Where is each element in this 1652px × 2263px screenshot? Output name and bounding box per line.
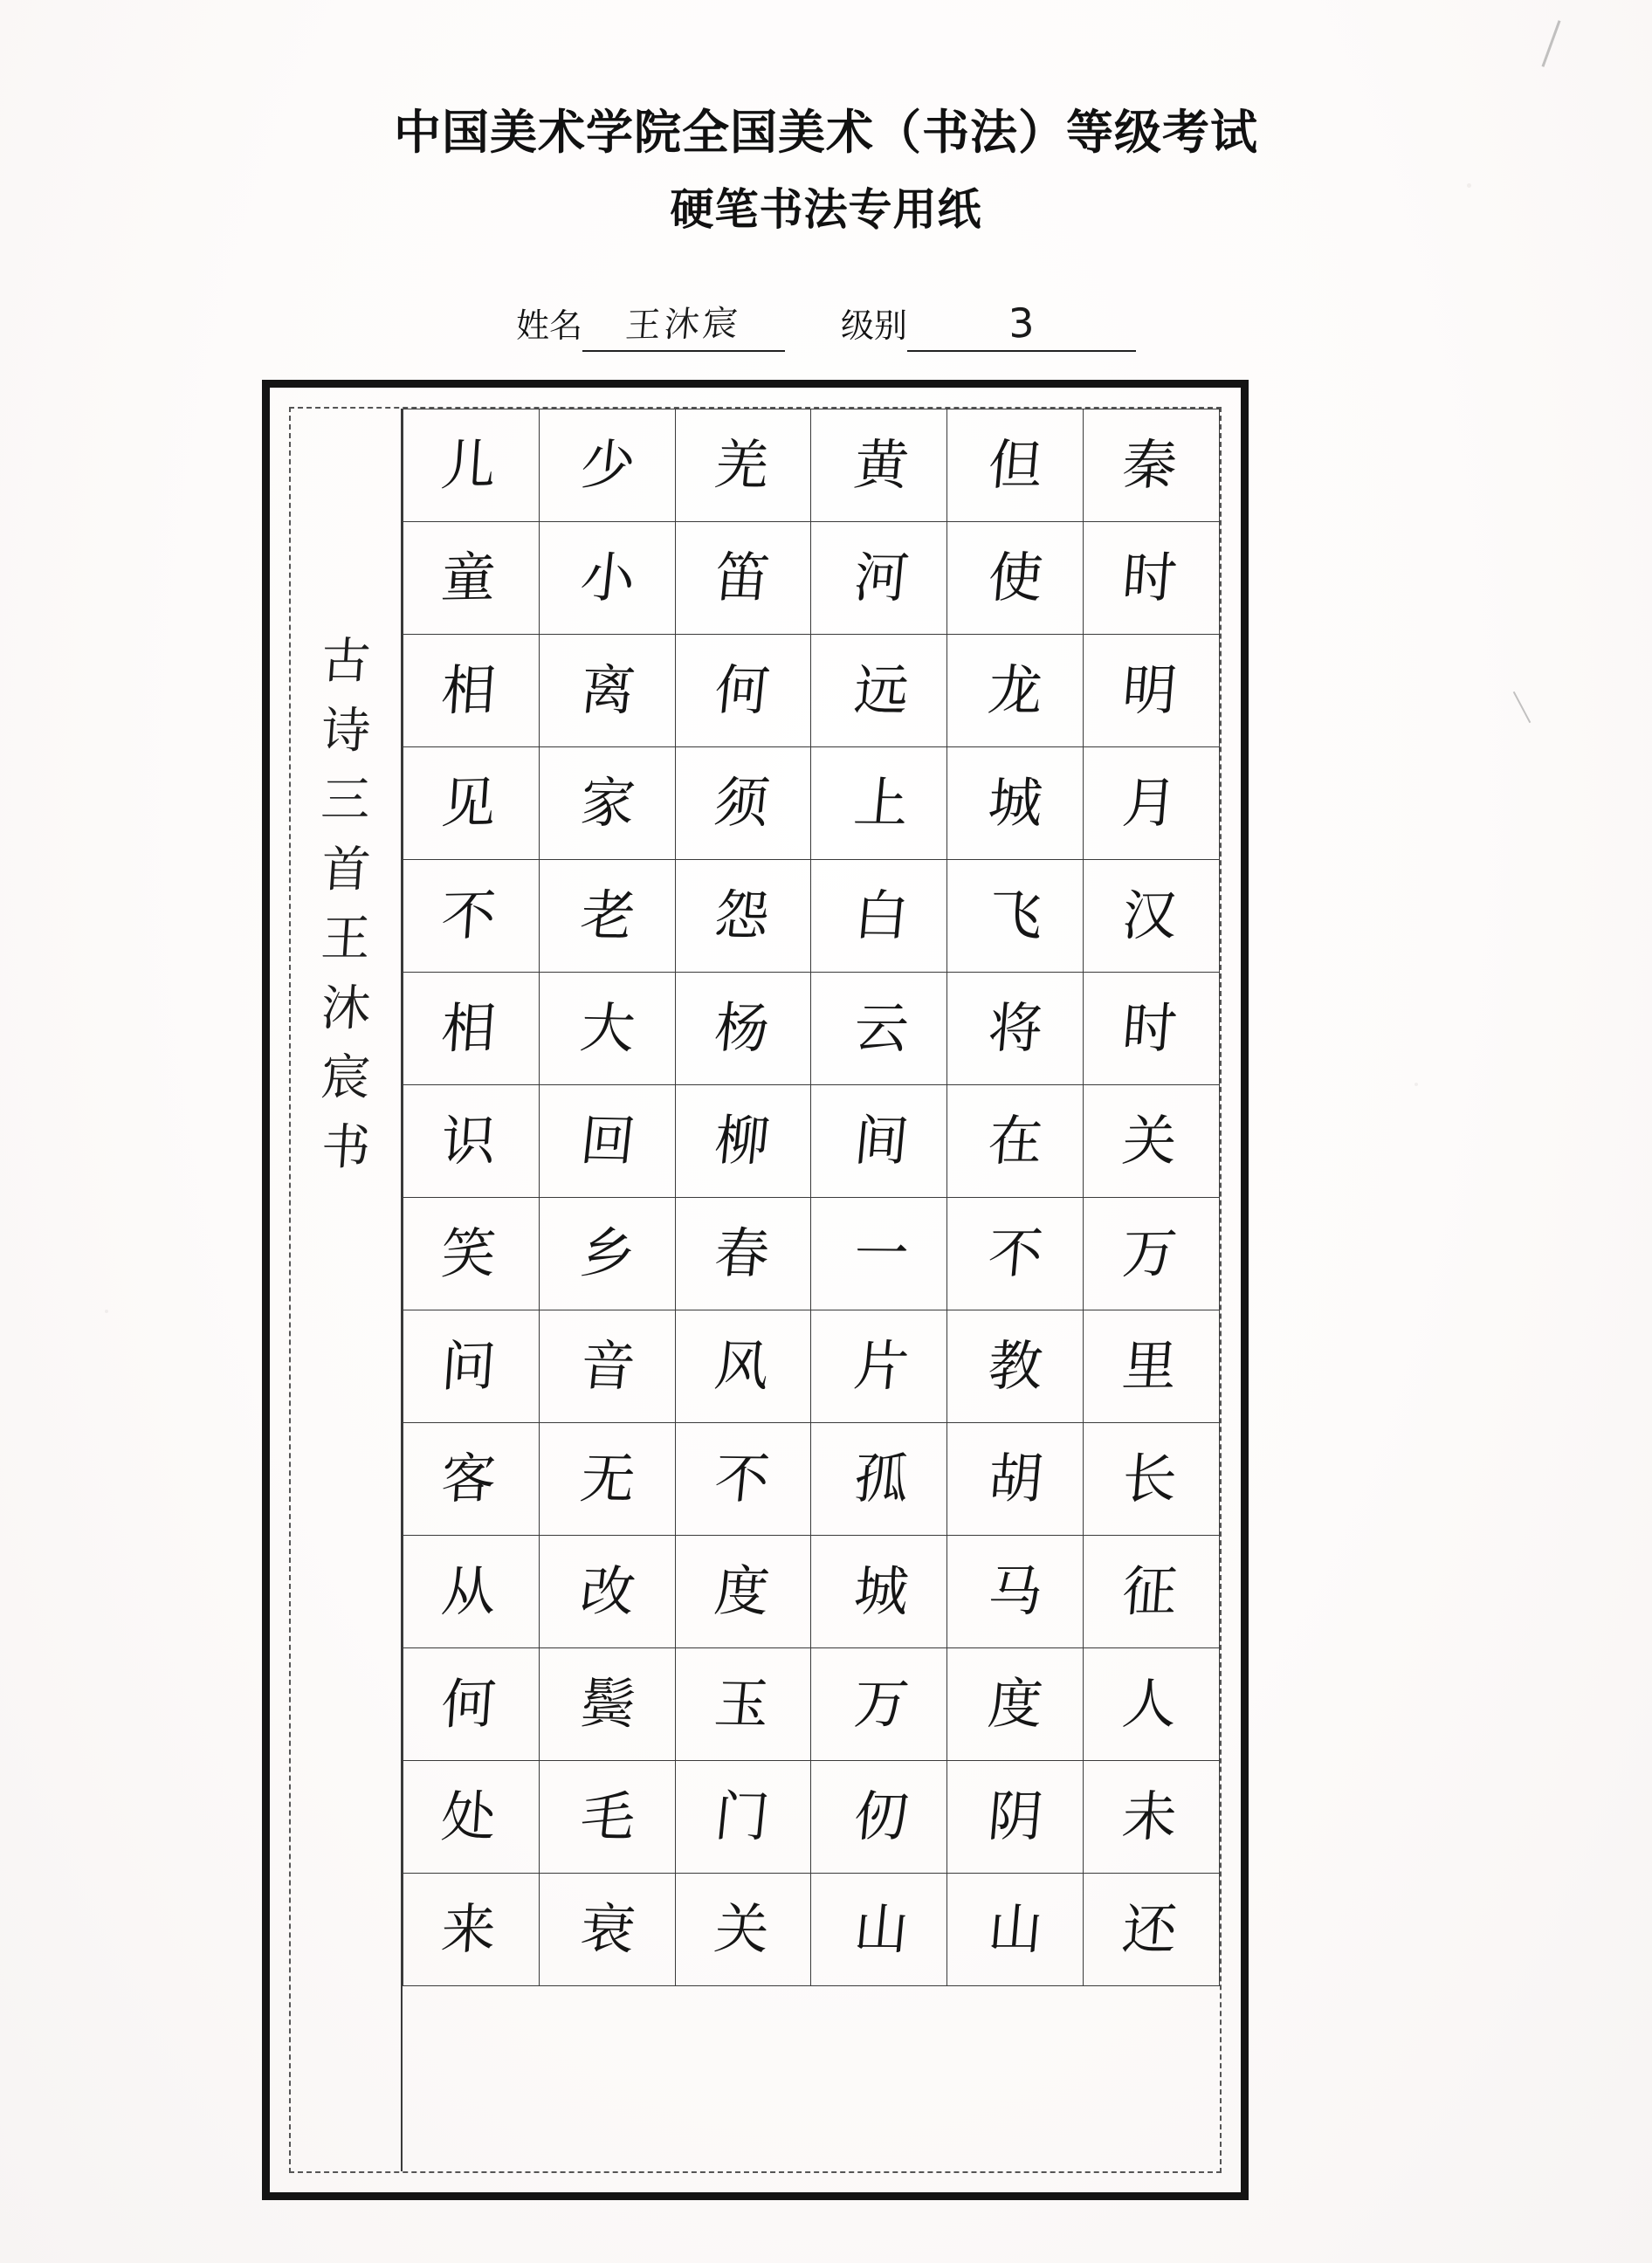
grid-cell[interactable]	[675, 973, 811, 1085]
grid-cell[interactable]	[947, 1648, 1084, 1761]
grid-cell-char: 怨	[712, 883, 773, 948]
grid-cell-char: 秦	[1119, 432, 1180, 498]
grid-cell[interactable]	[811, 1085, 947, 1198]
grid-cell[interactable]	[947, 1423, 1084, 1536]
grid-cell[interactable]	[1084, 1648, 1220, 1761]
title-column-char: 沐	[319, 980, 373, 1037]
grid-cell[interactable]	[539, 747, 675, 860]
grid-cell-char: 飞	[985, 884, 1045, 947]
grid-cell-char: 乡	[577, 1221, 639, 1286]
grid-cell-char: 片	[850, 1333, 912, 1399]
grid-cell[interactable]	[403, 1310, 540, 1423]
grid-cell[interactable]	[1084, 635, 1220, 747]
grid-cell-char: 不	[985, 1221, 1045, 1285]
grid-cell-char: 相	[439, 995, 499, 1061]
grid-cell-char: 教	[985, 1334, 1045, 1398]
grid-cell-char: 时	[1119, 545, 1180, 610]
grid-row	[403, 860, 1220, 973]
grid-cell[interactable]	[1084, 860, 1220, 973]
grid-cell[interactable]	[811, 1198, 947, 1310]
grid-cell[interactable]	[947, 635, 1084, 747]
grid-cell-char: 人	[1119, 1671, 1180, 1737]
title-column-char: 三	[319, 772, 373, 829]
title-column-char: 古	[319, 633, 373, 690]
grid-cell-char: 少	[577, 432, 639, 498]
grid-cell-char: 羌	[712, 432, 773, 498]
grid-cell-char: 杨	[712, 995, 773, 1061]
grid-cell[interactable]	[675, 1874, 811, 1986]
grid-cell[interactable]	[539, 1761, 675, 1874]
grid-row	[403, 1536, 1220, 1648]
grid-cell[interactable]	[947, 522, 1084, 635]
grid-cell[interactable]	[811, 1423, 947, 1536]
grid-cell-char: 大	[577, 995, 639, 1061]
grid-cell[interactable]	[947, 1761, 1084, 1874]
grid-cell[interactable]	[675, 409, 811, 522]
grid-cell-char: 上	[850, 770, 912, 836]
grid-cell-char: 离	[577, 657, 639, 723]
grid-cell-char: 识	[439, 1108, 499, 1173]
grid-cell-char: 家	[577, 770, 639, 836]
level-field-input[interactable]	[907, 299, 1136, 352]
grid-cell-char: 明	[1119, 657, 1180, 723]
grid-cell[interactable]	[675, 1423, 811, 1536]
grid-row	[403, 1761, 1220, 1874]
grid-cell-char: 一	[850, 1221, 912, 1286]
form-fields	[0, 297, 1652, 352]
grid-cell-char: 柳	[712, 1108, 773, 1173]
grid-cell-char: 万	[1119, 1221, 1180, 1286]
name-field-label: 姓名	[515, 306, 582, 345]
grid-cell[interactable]	[1084, 1198, 1220, 1310]
grid-cell-char: 音	[577, 1333, 639, 1399]
grid-cell-char: 长	[1119, 1446, 1180, 1511]
grid-cell-char: 山	[985, 1897, 1045, 1961]
grid-cell-char: 来	[439, 1896, 499, 1962]
grid-cell[interactable]	[811, 1648, 947, 1761]
grid-cell-char: 儿	[439, 432, 499, 498]
grid-cell-char: 度	[985, 1672, 1045, 1736]
grid-cell[interactable]	[1084, 1874, 1220, 1986]
grid-cell[interactable]	[1084, 409, 1220, 522]
grid-cell[interactable]	[539, 1198, 675, 1310]
grid-cell-char: 相	[439, 657, 499, 723]
grid-cell[interactable]	[539, 522, 675, 635]
grid-cell[interactable]	[675, 635, 811, 747]
grid-cell-char: 山	[850, 1896, 912, 1962]
grid-cell[interactable]	[947, 1085, 1084, 1198]
grid-cell-char: 从	[439, 1558, 499, 1624]
grid-cell[interactable]	[403, 522, 540, 635]
grid-cell-char: 毛	[577, 1784, 639, 1849]
grid-cell-char: 河	[850, 545, 912, 610]
character-grid	[403, 409, 1220, 1986]
grid-cell-char: 改	[577, 1558, 639, 1624]
grid-cell-char: 汉	[1119, 883, 1180, 948]
grid-cell-char: 笛	[712, 545, 773, 610]
grid-cell-char: 仞	[850, 1784, 912, 1849]
grid-cell-char: 问	[439, 1333, 499, 1399]
grid-cell-char: 将	[985, 996, 1045, 1060]
grid-cell-char: 胡	[985, 1447, 1045, 1510]
grid-cell[interactable]	[675, 1648, 811, 1761]
title-column-char: 首	[319, 841, 373, 898]
grid-cell[interactable]	[539, 1648, 675, 1761]
grid-cell-char: 阴	[985, 1785, 1045, 1848]
grid-cell[interactable]	[811, 860, 947, 973]
title-column-char: 宸	[319, 1049, 373, 1107]
grid-cell[interactable]	[539, 1874, 675, 1986]
calligraphy-sheet-inner	[289, 407, 1222, 2173]
title-column-char: 书	[319, 1118, 373, 1176]
grid-cell[interactable]	[1084, 1536, 1220, 1648]
grid-cell-char: 须	[712, 770, 773, 836]
level-field-label: 级别	[841, 306, 908, 345]
grid-cell[interactable]	[675, 747, 811, 860]
grid-cell[interactable]	[675, 522, 811, 635]
grid-cell[interactable]	[539, 1310, 675, 1423]
grid-cell-char: 未	[1119, 1784, 1180, 1849]
grid-cell[interactable]	[1084, 522, 1220, 635]
grid-cell[interactable]	[403, 860, 540, 973]
grid-cell-char: 老	[577, 883, 639, 948]
grid-cell-char: 时	[1119, 995, 1180, 1061]
grid-cell-char: 月	[1119, 770, 1180, 836]
grid-cell[interactable]	[403, 635, 540, 747]
grid-cell-char: 何	[439, 1671, 499, 1737]
grid-cell-char: 马	[985, 1559, 1045, 1623]
grid-cell[interactable]	[403, 973, 540, 1085]
name-field	[516, 297, 785, 352]
grid-cell[interactable]	[403, 1423, 540, 1536]
grid-cell-char: 不	[439, 883, 499, 948]
grid-cell[interactable]	[811, 635, 947, 747]
grid-cell[interactable]	[1084, 1085, 1220, 1198]
grid-cell[interactable]	[947, 747, 1084, 860]
grid-cell-char: 无	[577, 1446, 639, 1511]
grid-cell[interactable]	[1084, 973, 1220, 1085]
grid-cell-char: 度	[712, 1558, 773, 1624]
grid-cell[interactable]	[539, 1536, 675, 1648]
grid-cell[interactable]	[675, 1536, 811, 1648]
name-field-value: 王沐宸	[623, 303, 743, 347]
grid-cell[interactable]	[947, 1310, 1084, 1423]
grid-cell-char: 处	[439, 1784, 499, 1849]
grid-cell-char: 但	[985, 433, 1045, 497]
grid-cell[interactable]	[947, 973, 1084, 1085]
grid-cell-char: 万	[850, 1671, 912, 1737]
grid-row	[403, 635, 1220, 747]
grid-cell[interactable]	[675, 1761, 811, 1874]
grid-cell-char: 在	[985, 1109, 1045, 1173]
grid-cell-char: 城	[985, 771, 1045, 835]
grid-cell[interactable]	[811, 1761, 947, 1874]
title-column-char: 诗	[319, 702, 373, 760]
grid-cell-char: 使	[985, 546, 1045, 609]
grid-cell[interactable]	[539, 1423, 675, 1536]
grid-cell[interactable]	[403, 1761, 540, 1874]
grid-row	[403, 973, 1220, 1085]
grid-row	[403, 1310, 1220, 1423]
grid-cell[interactable]	[403, 409, 540, 522]
grid-cell[interactable]	[539, 409, 675, 522]
grid-cell-char: 风	[712, 1333, 773, 1399]
grid-cell-char: 黄	[850, 432, 912, 498]
grid-row	[403, 747, 1220, 860]
grid-cell[interactable]	[811, 1536, 947, 1648]
grid-cell[interactable]	[811, 973, 947, 1085]
grid-cell-char: 龙	[985, 658, 1045, 722]
grid-row	[403, 1085, 1220, 1198]
grid-cell-char: 小	[577, 545, 639, 610]
grid-cell-char: 何	[712, 657, 773, 723]
grid-cell[interactable]	[675, 1085, 811, 1198]
grid-cell[interactable]	[1084, 1310, 1220, 1423]
grid-cell[interactable]	[1084, 747, 1220, 860]
grid-row	[403, 1198, 1220, 1310]
grid-cell-char: 回	[577, 1108, 639, 1173]
title-column	[291, 409, 403, 2171]
grid-cell[interactable]	[403, 1648, 540, 1761]
grid-cell-char: 远	[850, 657, 912, 723]
level-field-value: 3	[1008, 299, 1036, 347]
grid-row	[403, 1423, 1220, 1536]
grid-cell[interactable]	[811, 1874, 947, 1986]
grid-cell[interactable]	[403, 1198, 540, 1310]
grid-cell-char: 孤	[850, 1446, 912, 1511]
calligraphy-sheet	[262, 380, 1249, 2200]
grid-cell-char: 征	[1119, 1558, 1180, 1624]
grid-cell-char: 间	[850, 1108, 912, 1173]
grid-cell-char: 还	[1119, 1896, 1180, 1962]
grid-cell[interactable]	[675, 860, 811, 973]
grid-cell-char: 关	[1119, 1108, 1180, 1173]
grid-cell[interactable]	[811, 522, 947, 635]
grid-row	[403, 1874, 1220, 1986]
grid-cell-char: 玉	[712, 1671, 773, 1737]
grid-cell-char: 客	[439, 1446, 499, 1511]
grid-row	[403, 1648, 1220, 1761]
grid-cell[interactable]	[947, 1536, 1084, 1648]
grid-cell[interactable]	[539, 635, 675, 747]
grid-cell[interactable]	[1084, 1761, 1220, 1874]
grid-cell-char: 笑	[439, 1221, 499, 1286]
grid-cell-char: 里	[1119, 1333, 1180, 1399]
grid-cell-char: 关	[712, 1896, 773, 1962]
grid-cell[interactable]	[947, 1874, 1084, 1986]
grid-cell-char: 鬓	[577, 1671, 639, 1737]
grid-cell[interactable]	[539, 1085, 675, 1198]
grid-cell[interactable]	[811, 747, 947, 860]
grid-cell[interactable]	[947, 409, 1084, 522]
level-field	[841, 299, 1136, 352]
grid-cell-char: 童	[439, 545, 499, 610]
page-title: 中国美术学院全国美术（书法）等级考试	[394, 105, 1258, 160]
grid-cell[interactable]	[403, 1085, 540, 1198]
grid-cell-char: 城	[850, 1558, 912, 1624]
grid-row	[403, 522, 1220, 635]
grid-cell[interactable]	[1084, 1423, 1220, 1536]
grid-cell[interactable]	[675, 1310, 811, 1423]
grid-cell-char: 见	[439, 770, 499, 836]
grid-cell[interactable]	[811, 1310, 947, 1423]
page-subtitle: 硬笔书法专用纸	[670, 183, 982, 235]
document-header	[0, 103, 1652, 237]
grid-cell-char: 门	[712, 1784, 773, 1849]
grid-cell-char: 衰	[577, 1896, 639, 1962]
title-column-char: 王	[319, 911, 373, 968]
character-grid-wrapper	[403, 409, 1220, 2171]
grid-cell[interactable]	[947, 860, 1084, 973]
paper-speck	[1415, 1083, 1418, 1086]
grid-cell-char: 云	[850, 995, 912, 1061]
grid-cell[interactable]	[675, 1198, 811, 1310]
grid-cell[interactable]	[539, 973, 675, 1085]
grid-cell-char: 春	[712, 1221, 773, 1286]
grid-cell-char: 白	[850, 883, 912, 948]
paper-speck	[105, 1310, 108, 1313]
grid-cell[interactable]	[539, 860, 675, 973]
name-field-input[interactable]	[582, 297, 785, 352]
grid-cell[interactable]	[403, 1874, 540, 1986]
grid-cell[interactable]	[403, 1536, 540, 1648]
grid-row	[403, 409, 1220, 522]
grid-cell[interactable]	[947, 1198, 1084, 1310]
grid-cell[interactable]	[811, 409, 947, 522]
grid-cell[interactable]	[403, 747, 540, 860]
grid-cell-char: 不	[712, 1446, 773, 1511]
